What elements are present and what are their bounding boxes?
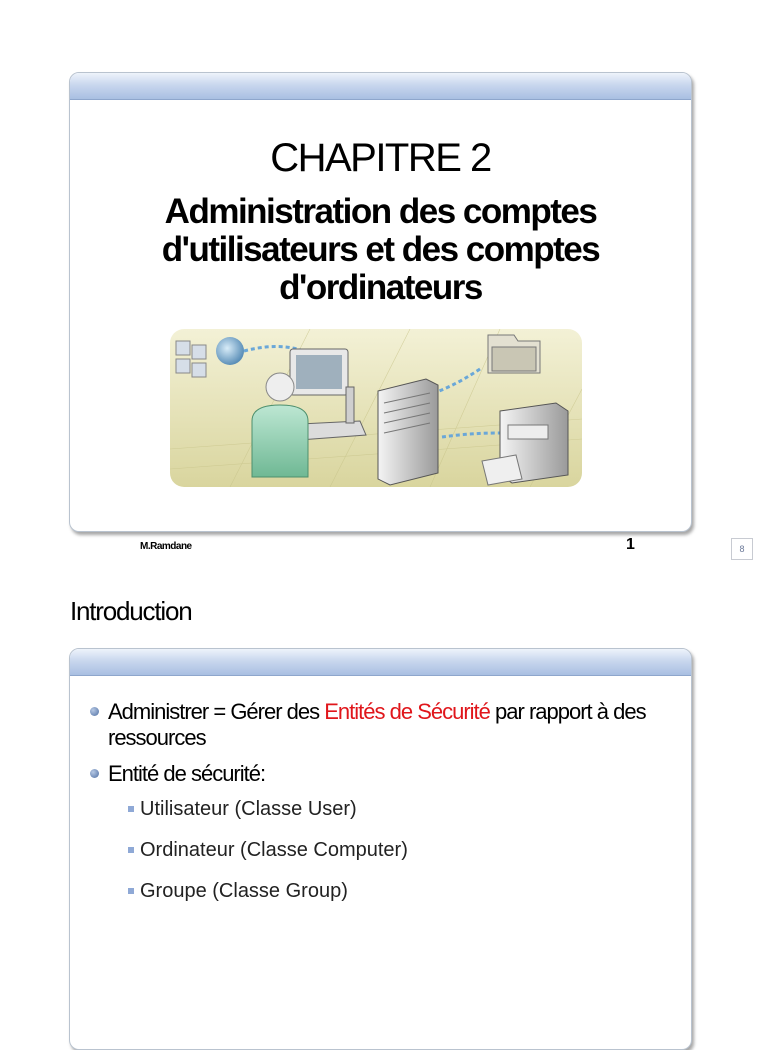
sub-bullet-text: Utilisateur (Classe User) [140, 798, 357, 820]
sub-bullet-list [86, 797, 671, 903]
square-bullet-icon [128, 847, 134, 853]
bullet-dot-icon [90, 769, 99, 778]
slide-subtitle: Administration des comptes d'utilisateurs et des comptes d'ordinateurs [161, 192, 600, 307]
section-heading: Introduction [70, 596, 192, 626]
server-icon [378, 379, 438, 485]
page-number: 1 [626, 536, 635, 553]
page-thumbnail-icon[interactable] [731, 538, 753, 560]
content-slide [69, 648, 692, 1050]
square-bullet-icon [128, 888, 134, 894]
sub-bullet-text: Groupe (Classe Group) [140, 880, 348, 902]
sub-bullet-item [86, 797, 671, 821]
square-bullet-icon [128, 806, 134, 812]
network-illustration [170, 329, 582, 487]
bullet-list [86, 699, 671, 920]
bullet-text: Entité de sécurité: [108, 761, 266, 786]
slide-header-bar [70, 649, 691, 676]
bullet-text-suffix: par rapport à des ressources [108, 699, 646, 750]
author-name: M.Ramdane [140, 541, 192, 552]
page-thumbnail-label: 8 [739, 544, 745, 554]
bullet-item [86, 761, 671, 787]
bullet-item [86, 699, 671, 751]
sub-bullet-text: Ordinateur (Classe Computer) [140, 839, 408, 861]
slide-header-bar [70, 73, 691, 100]
globe-icon [216, 337, 244, 365]
sub-bullet-item [86, 879, 671, 903]
title-slide [69, 72, 692, 532]
sub-bullet-item [86, 838, 671, 862]
bullet-highlight: Entités de Sécurité [324, 699, 490, 724]
bullet-dot-icon [90, 707, 99, 716]
bullet-text-prefix: Administrer = Gérer des [108, 699, 325, 724]
slide-title: CHAPITRE 2 [270, 136, 491, 180]
folder-icon [488, 335, 540, 373]
